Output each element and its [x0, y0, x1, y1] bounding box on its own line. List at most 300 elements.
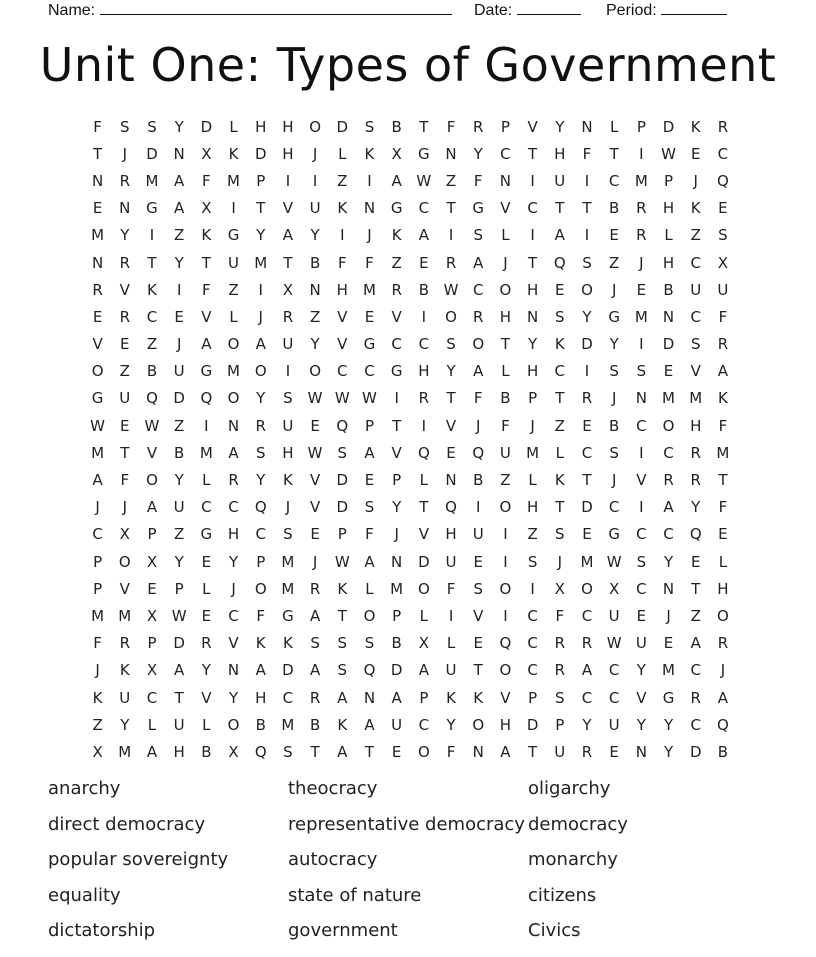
- grid-letter: D: [526, 715, 539, 734]
- grid-letter: Y: [663, 552, 674, 571]
- grid-letter: J: [367, 226, 372, 245]
- grid-letter: E: [92, 199, 103, 218]
- grid-letter: F: [473, 389, 483, 408]
- grid-letter: C: [228, 498, 239, 517]
- grid-letter: A: [174, 171, 185, 190]
- grid-letter: J: [693, 171, 698, 190]
- grid-letter: L: [419, 471, 429, 490]
- grid-letter: A: [337, 742, 348, 761]
- grid-letter: H: [690, 416, 702, 435]
- grid-letter: F: [446, 579, 456, 598]
- grid-letter: E: [391, 742, 402, 761]
- grid-letter: T: [555, 498, 565, 517]
- grid-letter: E: [718, 525, 728, 544]
- grid-letter: E: [92, 307, 103, 326]
- grid-letter: I: [503, 606, 508, 625]
- grid-letter: V: [391, 443, 402, 462]
- grid-letter: A: [554, 226, 565, 245]
- grid-letter: L: [202, 715, 211, 734]
- grid-letter: H: [717, 579, 729, 598]
- grid-letter: C: [690, 253, 701, 272]
- grid-letter: R: [717, 335, 729, 354]
- grid-letter: Y: [555, 117, 565, 136]
- grid-letter: O: [118, 552, 131, 571]
- grid-letter: L: [229, 117, 238, 136]
- grid-letter: X: [146, 606, 158, 625]
- grid-letter: P: [636, 117, 646, 136]
- grid-letter: W: [334, 552, 350, 571]
- grid-letter: Y: [392, 498, 402, 517]
- grid-letter: N: [635, 742, 647, 761]
- grid-letter: C: [608, 688, 620, 707]
- grid-letter: C: [581, 606, 593, 625]
- grid-letter: J: [611, 471, 617, 490]
- grid-letter: E: [663, 634, 674, 653]
- grid-letter: C: [418, 199, 430, 218]
- grid-letter: I: [639, 498, 644, 517]
- grid-letter: H: [255, 117, 267, 136]
- grid-letter: D: [581, 335, 593, 354]
- grid-letter: D: [662, 117, 675, 136]
- grid-letter: Q: [146, 389, 158, 408]
- grid-letter: T: [283, 253, 293, 272]
- grid-letter: O: [662, 416, 675, 435]
- grid-letter: N: [581, 117, 593, 136]
- grid-letter: U: [472, 525, 484, 544]
- grid-letter: H: [554, 144, 566, 163]
- grid-letter: J: [611, 280, 617, 299]
- grid-letter: Y: [174, 471, 184, 490]
- grid-letter: C: [527, 606, 538, 625]
- grid-letter: R: [391, 280, 402, 299]
- grid-letter: B: [717, 742, 729, 761]
- grid-letter: V: [337, 307, 348, 326]
- grid-letter: P: [147, 634, 157, 653]
- grid-letter: Q: [717, 715, 729, 734]
- grid-letter: B: [609, 416, 620, 435]
- grid-letter: V: [391, 307, 402, 326]
- grid-letter: E: [690, 552, 701, 571]
- grid-letter: M: [716, 443, 730, 462]
- grid-letter: B: [418, 280, 429, 299]
- grid-letter: N: [173, 144, 185, 163]
- grid-letter: I: [503, 552, 508, 571]
- grid-letter: C: [581, 443, 593, 462]
- grid-letter: N: [499, 171, 512, 190]
- grid-letter: O: [309, 362, 321, 381]
- grid-letter: V: [201, 307, 212, 326]
- grid-letter: A: [581, 661, 593, 680]
- grid-letter: R: [581, 389, 593, 408]
- grid-letter: U: [554, 171, 566, 190]
- grid-letter: F: [93, 117, 102, 136]
- grid-letter: T: [528, 253, 538, 272]
- grid-letter: C: [717, 144, 729, 163]
- grid-letter: C: [92, 525, 103, 544]
- grid-letter: H: [282, 144, 294, 163]
- grid-letter: I: [231, 199, 236, 218]
- grid-letter: Q: [336, 416, 349, 435]
- grid-letter: K: [554, 335, 565, 354]
- grid-letter: I: [584, 226, 590, 245]
- grid-letter: R: [663, 471, 674, 490]
- grid-letter: A: [201, 335, 212, 354]
- grid-letter: L: [202, 471, 211, 490]
- grid-letter: Z: [309, 307, 321, 326]
- grid-letter: Q: [254, 498, 267, 517]
- grid-letter: D: [581, 498, 593, 517]
- grid-letter: T: [337, 606, 347, 625]
- grid-letter: D: [662, 335, 675, 354]
- grid-letter: T: [93, 144, 103, 163]
- grid-letter: S: [337, 443, 348, 462]
- grid-letter: C: [527, 199, 538, 218]
- grid-letter: S: [283, 742, 293, 761]
- grid-letter: O: [309, 117, 321, 136]
- grid-letter: K: [391, 226, 402, 245]
- grid-letter: T: [528, 742, 538, 761]
- grid-letter: Y: [609, 335, 619, 354]
- grid-letter: C: [201, 498, 212, 517]
- grid-letter: H: [499, 715, 512, 734]
- grid-letter: R: [282, 307, 294, 326]
- grid-letter: C: [690, 715, 701, 734]
- grid-letter: Y: [310, 335, 320, 354]
- grid-letter: Y: [174, 253, 184, 272]
- grid-letter: C: [364, 362, 375, 381]
- grid-letter: M: [91, 226, 105, 245]
- grid-letter: X: [391, 144, 402, 163]
- grid-letter: C: [255, 525, 266, 544]
- grid-letter: C: [282, 688, 294, 707]
- grid-letter: N: [662, 307, 675, 326]
- grid-letter: Y: [636, 661, 646, 680]
- grid-letter: X: [201, 144, 212, 163]
- grid-letter: E: [147, 579, 157, 598]
- grid-letter: E: [446, 443, 456, 462]
- grid-letter: I: [285, 171, 291, 190]
- grid-letter: I: [584, 171, 590, 190]
- grid-letter: A: [690, 634, 701, 653]
- grid-letter: H: [282, 117, 294, 136]
- grid-letter: O: [417, 742, 430, 761]
- word-list-item: democracy: [528, 813, 628, 835]
- grid-letter: H: [526, 280, 539, 299]
- grid-letter: M: [118, 742, 132, 761]
- grid-letter: R: [554, 634, 565, 653]
- grid-letter: L: [338, 144, 347, 163]
- grid-letter: G: [91, 389, 104, 408]
- grid-letter: J: [258, 307, 263, 326]
- grid-letter: Y: [174, 117, 184, 136]
- grid-letter: T: [310, 742, 320, 761]
- grid-letter: X: [146, 661, 158, 680]
- grid-letter: O: [227, 389, 240, 408]
- grid-letter: I: [367, 171, 372, 190]
- grid-letter: F: [473, 171, 483, 190]
- grid-letter: Y: [473, 144, 483, 163]
- grid-letter: P: [555, 715, 565, 734]
- grid-letter: V: [146, 443, 158, 462]
- grid-letter: V: [473, 606, 484, 625]
- grid-letter: P: [528, 389, 538, 408]
- grid-letter: H: [499, 307, 512, 326]
- grid-letter: C: [636, 525, 647, 544]
- grid-letter: O: [91, 362, 104, 381]
- grid-letter: A: [717, 362, 729, 381]
- grid-letter: D: [200, 117, 213, 136]
- grid-letter: N: [445, 471, 457, 490]
- grid-letter: J: [231, 579, 236, 598]
- grid-letter: P: [256, 552, 266, 571]
- grid-letter: T: [364, 742, 375, 761]
- grid-letter: X: [146, 552, 158, 571]
- grid-letter: W: [661, 144, 676, 163]
- grid-letter: R: [255, 416, 266, 435]
- word-list-item: government: [288, 920, 398, 942]
- grid-letter: K: [337, 579, 348, 598]
- grid-letter: Y: [663, 742, 674, 761]
- grid-letter: R: [690, 443, 701, 462]
- grid-letter: V: [636, 471, 647, 490]
- grid-letter: V: [282, 199, 294, 218]
- grid-letter: G: [608, 307, 620, 326]
- grid-letter: H: [526, 362, 539, 381]
- word-list-item: popular sovereignty: [48, 849, 229, 871]
- grid-letter: J: [122, 144, 127, 163]
- grid-letter: Y: [256, 226, 266, 245]
- grid-letter: U: [690, 280, 702, 299]
- word-list-item: monarchy: [528, 849, 618, 871]
- grid-letter: M: [91, 443, 105, 462]
- grid-letter: Z: [527, 525, 538, 544]
- grid-letter: O: [472, 715, 485, 734]
- grid-letter: Y: [582, 715, 592, 734]
- grid-letter: I: [448, 226, 454, 245]
- grid-letter: M: [662, 661, 675, 680]
- grid-letter: K: [473, 688, 484, 707]
- grid-letter: M: [689, 389, 703, 408]
- word-list-item: equality: [48, 884, 121, 906]
- grid-letter: U: [119, 688, 131, 707]
- grid-letter: J: [666, 606, 671, 625]
- grid-letter: S: [473, 579, 483, 598]
- grid-letter: W: [307, 389, 323, 408]
- grid-letter: T: [419, 117, 429, 136]
- grid-letter: V: [527, 117, 538, 136]
- grid-letter: O: [363, 606, 376, 625]
- grid-letter: Y: [310, 226, 320, 245]
- grid-letter: K: [554, 471, 565, 490]
- grid-letter: Z: [445, 171, 457, 190]
- grid-letter: Z: [690, 226, 701, 245]
- grid-letter: U: [608, 715, 620, 734]
- grid-letter: Y: [256, 471, 266, 490]
- grid-letter: B: [663, 280, 674, 299]
- grid-letter: E: [609, 742, 619, 761]
- grid-letter: R: [445, 253, 457, 272]
- grid-letter: O: [581, 280, 593, 299]
- grid-letter: S: [636, 552, 647, 571]
- grid-letter: O: [254, 362, 267, 381]
- grid-letter: Y: [228, 552, 239, 571]
- grid-letter: E: [201, 552, 212, 571]
- grid-letter: I: [584, 362, 590, 381]
- grid-letter: A: [228, 443, 239, 462]
- grid-letter: Q: [717, 171, 729, 190]
- grid-letter: I: [312, 171, 318, 190]
- grid-letter: H: [662, 199, 675, 218]
- grid-letter: Y: [201, 661, 211, 680]
- grid-letter: X: [717, 253, 729, 272]
- grid-letter: R: [717, 117, 729, 136]
- grid-letter: H: [662, 253, 675, 272]
- grid-letter: F: [501, 416, 510, 435]
- grid-letter: B: [391, 117, 402, 136]
- grid-letter: C: [581, 688, 593, 707]
- grid-letter: J: [557, 552, 562, 571]
- grid-letter: A: [391, 688, 402, 707]
- name-label: Name:: [48, 2, 96, 19]
- grid-letter: R: [228, 471, 239, 490]
- grid-letter: T: [446, 199, 456, 218]
- grid-letter: R: [309, 688, 321, 707]
- grid-letter: Z: [690, 606, 701, 625]
- grid-letter: M: [145, 171, 159, 190]
- grid-letter: M: [390, 579, 404, 598]
- grid-letter: K: [282, 471, 293, 490]
- grid-letter: D: [254, 144, 267, 163]
- grid-letter: U: [173, 498, 185, 517]
- grid-letter: R: [473, 117, 484, 136]
- grid-letter: V: [500, 688, 511, 707]
- grid-letter: L: [501, 362, 510, 381]
- grid-letter: Y: [691, 498, 701, 517]
- grid-letter: D: [282, 661, 294, 680]
- grid-letter: F: [582, 144, 592, 163]
- grid-letter: I: [340, 226, 345, 245]
- grid-letter: V: [337, 335, 348, 354]
- grid-letter: U: [608, 606, 620, 625]
- grid-letter: M: [227, 171, 240, 190]
- grid-letter: P: [364, 416, 374, 435]
- name-field: [48, 0, 452, 20]
- grid-letter: X: [119, 525, 130, 544]
- grid-letter: W: [307, 443, 323, 462]
- grid-letter: G: [146, 199, 158, 218]
- grid-letter: A: [92, 471, 103, 490]
- grid-letter: N: [391, 552, 403, 571]
- grid-letter: C: [146, 307, 158, 326]
- grid-letter: R: [690, 471, 701, 490]
- date-label: Date:: [474, 2, 513, 19]
- grid-letter: A: [473, 253, 484, 272]
- grid-letter: M: [118, 606, 132, 625]
- grid-letter: B: [473, 471, 484, 490]
- grid-letter: C: [418, 715, 430, 734]
- student-info-header: [48, 0, 732, 20]
- grid-letter: T: [147, 253, 157, 272]
- grid-letter: P: [528, 688, 538, 707]
- grid-letter: M: [281, 552, 295, 571]
- grid-letter: T: [691, 579, 701, 598]
- grid-letter: L: [718, 552, 728, 571]
- grid-letter: M: [634, 171, 648, 190]
- grid-letter: R: [473, 307, 484, 326]
- grid-letter: Y: [446, 362, 456, 381]
- word-list-item: theocracy: [288, 778, 378, 799]
- grid-letter: A: [174, 661, 185, 680]
- grid-letter: I: [530, 226, 535, 245]
- grid-letter: K: [201, 226, 212, 245]
- grid-letter: L: [202, 579, 211, 598]
- grid-letter: M: [580, 552, 594, 571]
- grid-letter: R: [119, 634, 130, 653]
- grid-letter: F: [93, 634, 102, 653]
- grid-letter: N: [472, 742, 484, 761]
- grid-letter: B: [146, 362, 158, 381]
- grid-letter: A: [174, 199, 185, 218]
- grid-letter: R: [418, 389, 430, 408]
- grid-letter: L: [229, 307, 238, 326]
- grid-letter: A: [364, 443, 375, 462]
- grid-letter: X: [282, 280, 294, 299]
- grid-letter: F: [337, 253, 347, 272]
- grid-letter: W: [443, 280, 459, 299]
- grid-letter: B: [500, 389, 511, 408]
- grid-letter: O: [227, 715, 240, 734]
- grid-letter: L: [147, 715, 157, 734]
- grid-letter: O: [146, 471, 158, 490]
- grid-letter: C: [500, 144, 511, 163]
- grid-letter: Z: [174, 226, 185, 245]
- date-field: [474, 0, 581, 20]
- grid-letter: V: [690, 362, 701, 381]
- grid-letter: B: [391, 634, 402, 653]
- grid-letter: I: [204, 416, 209, 435]
- grid-letter: E: [364, 307, 375, 326]
- grid-letter: J: [312, 552, 318, 571]
- grid-letter: T: [582, 199, 592, 218]
- grid-letter: J: [312, 144, 318, 163]
- grid-letter: A: [255, 661, 266, 680]
- word-search-grid: [84, 113, 737, 766]
- grid-letter: I: [639, 443, 644, 462]
- grid-letter: S: [364, 634, 375, 653]
- grid-letter: P: [174, 579, 184, 598]
- grid-letter: U: [554, 742, 566, 761]
- grid-letter: T: [392, 416, 402, 435]
- grid-letter: D: [689, 742, 702, 761]
- grid-letter: N: [363, 688, 376, 707]
- grid-letter: B: [174, 443, 185, 462]
- grid-letter: H: [227, 525, 240, 544]
- grid-letter: E: [120, 416, 130, 435]
- word-list-item: oligarchy: [528, 778, 611, 799]
- grid-letter: O: [499, 498, 512, 517]
- grid-letter: R: [119, 171, 130, 190]
- grid-letter: V: [500, 199, 511, 218]
- grid-letter: A: [337, 688, 348, 707]
- grid-letter: Z: [554, 416, 565, 435]
- grid-letter: Q: [472, 443, 485, 462]
- grid-letter: P: [664, 171, 674, 190]
- word-list-item: representative democracy: [288, 813, 525, 835]
- grid-letter: U: [309, 199, 321, 218]
- grid-letter: N: [91, 171, 104, 190]
- grid-letter: Q: [445, 498, 457, 517]
- grid-letter: T: [256, 199, 266, 218]
